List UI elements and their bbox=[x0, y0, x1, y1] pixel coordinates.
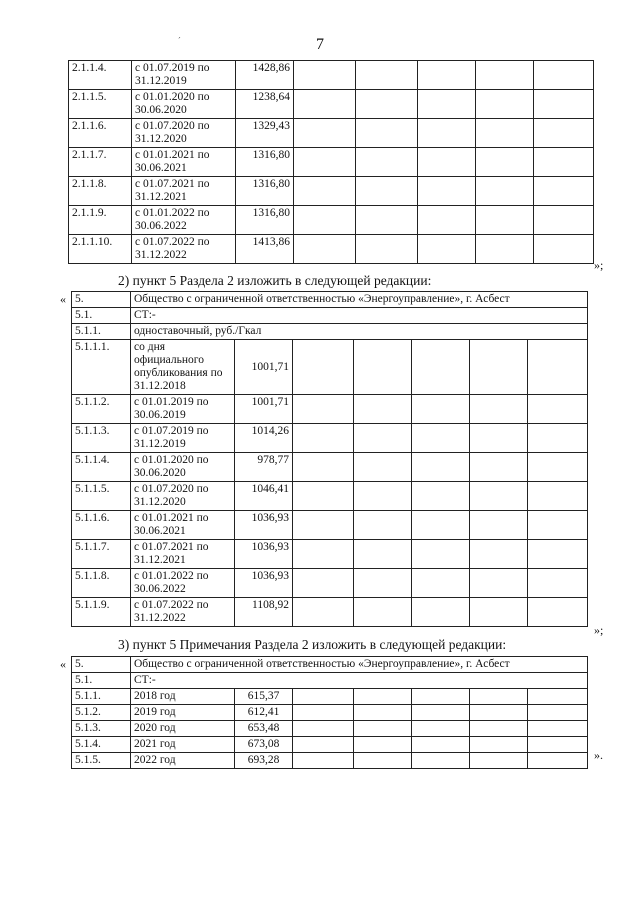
period: с 01.01.2019 по 30.06.2019 bbox=[131, 395, 235, 424]
period: с 01.07.2022 по 31.12.2022 bbox=[131, 598, 235, 627]
empty-cell bbox=[356, 61, 418, 90]
tariff-value: 1036,93 bbox=[235, 569, 293, 598]
empty-cell bbox=[470, 395, 528, 424]
tariff-value: 653,48 bbox=[235, 721, 293, 737]
empty-cell bbox=[470, 511, 528, 540]
organization-name: Общество с ограниченной ответственностью «Энергоуправление», г. Асбест bbox=[131, 292, 588, 308]
empty-cell bbox=[412, 340, 470, 395]
table-row bbox=[69, 119, 594, 148]
empty-cell bbox=[418, 61, 476, 90]
empty-cell bbox=[412, 689, 470, 705]
row-number: 5.1.1. bbox=[72, 324, 131, 340]
table-row bbox=[69, 148, 594, 177]
table2-org-row bbox=[72, 292, 588, 308]
table-row bbox=[72, 511, 588, 540]
closing-quote-1: »; bbox=[594, 258, 604, 272]
row-number: 5.1.1.4. bbox=[72, 453, 131, 482]
row-number: 5.1.3. bbox=[72, 721, 131, 737]
empty-cell bbox=[528, 721, 588, 737]
empty-cell bbox=[476, 148, 534, 177]
period: с 01.01.2020 по 30.06.2020 bbox=[132, 90, 236, 119]
table-row bbox=[72, 540, 588, 569]
closing-quote-3: ». bbox=[594, 748, 603, 762]
row-number: 2.1.1.10. bbox=[69, 235, 132, 264]
tariff-value: 1316,80 bbox=[236, 148, 294, 177]
empty-cell bbox=[528, 689, 588, 705]
period: с 01.01.2020 по 30.06.2020 bbox=[131, 453, 235, 482]
table-row bbox=[72, 705, 588, 721]
table-row bbox=[72, 453, 588, 482]
table-row bbox=[69, 235, 594, 264]
empty-cell bbox=[356, 206, 418, 235]
tariff-value: 1316,80 bbox=[236, 177, 294, 206]
row-number: 5.1.4. bbox=[72, 737, 131, 753]
tariff-value: 1316,80 bbox=[236, 206, 294, 235]
table-row bbox=[69, 177, 594, 206]
table-row bbox=[72, 737, 588, 753]
empty-cell bbox=[412, 482, 470, 511]
tariff-value: 1329,43 bbox=[236, 119, 294, 148]
tariff-value: 1001,71 bbox=[235, 340, 293, 395]
empty-cell bbox=[470, 540, 528, 569]
tariff-value: 1413,86 bbox=[236, 235, 294, 264]
empty-cell bbox=[528, 569, 588, 598]
table3-st-row bbox=[72, 673, 588, 689]
empty-cell bbox=[470, 689, 528, 705]
period: с 01.07.2020 по 31.12.2020 bbox=[131, 482, 235, 511]
empty-cell bbox=[418, 90, 476, 119]
tariff-value: 1036,93 bbox=[235, 540, 293, 569]
empty-cell bbox=[293, 705, 354, 721]
empty-cell bbox=[412, 424, 470, 453]
period: со дня официального опубликования по 31.12.2018 bbox=[131, 340, 235, 395]
table-row bbox=[72, 424, 588, 453]
empty-cell bbox=[470, 424, 528, 453]
tariff-value: 1108,92 bbox=[235, 598, 293, 627]
empty-cell bbox=[354, 569, 412, 598]
period: с 01.07.2021 по 31.12.2021 bbox=[132, 177, 236, 206]
table-row bbox=[72, 395, 588, 424]
period: с 01.01.2021 по 30.06.2021 bbox=[132, 148, 236, 177]
empty-cell bbox=[356, 148, 418, 177]
empty-cell bbox=[534, 119, 594, 148]
period: с 01.07.2022 по 31.12.2022 bbox=[132, 235, 236, 264]
empty-cell bbox=[470, 569, 528, 598]
empty-cell bbox=[356, 90, 418, 119]
empty-cell bbox=[294, 148, 356, 177]
tariff-table-2 bbox=[71, 291, 588, 627]
instruction-2: 2) пункт 5 Раздела 2 изложить в следующей редакции: bbox=[118, 273, 432, 288]
table-row bbox=[72, 721, 588, 737]
empty-cell bbox=[354, 395, 412, 424]
empty-cell bbox=[412, 569, 470, 598]
period: с 01.01.2022 по 30.06.2022 bbox=[132, 206, 236, 235]
row-number: 2.1.1.4. bbox=[69, 61, 132, 90]
rate-type: одноставочный, руб./Гкал bbox=[131, 324, 588, 340]
row-number: 5.1.1.5. bbox=[72, 482, 131, 511]
empty-cell bbox=[354, 705, 412, 721]
empty-cell bbox=[418, 235, 476, 264]
empty-cell bbox=[354, 598, 412, 627]
empty-cell bbox=[528, 540, 588, 569]
empty-cell bbox=[294, 119, 356, 148]
empty-cell bbox=[470, 753, 528, 769]
table-row bbox=[72, 753, 588, 769]
empty-cell bbox=[470, 705, 528, 721]
empty-cell bbox=[476, 206, 534, 235]
row-number: 5.1.1.8. bbox=[72, 569, 131, 598]
organization-name: Общество с ограниченной ответственностью «Энергоуправление», г. Асбест bbox=[131, 657, 588, 673]
tariff-table-3 bbox=[71, 656, 588, 769]
empty-cell bbox=[528, 598, 588, 627]
row-number: 2.1.1.5. bbox=[69, 90, 132, 119]
empty-cell bbox=[470, 482, 528, 511]
empty-cell bbox=[354, 721, 412, 737]
table-row bbox=[72, 569, 588, 598]
system-type: СТ:- bbox=[131, 673, 588, 689]
empty-cell bbox=[293, 482, 354, 511]
empty-cell bbox=[412, 540, 470, 569]
table-row bbox=[69, 61, 594, 90]
empty-cell bbox=[470, 453, 528, 482]
table-row bbox=[69, 206, 594, 235]
row-number: 5.1.1.1. bbox=[72, 340, 131, 395]
empty-cell bbox=[476, 61, 534, 90]
empty-cell bbox=[528, 424, 588, 453]
instruction-3: 3) пункт 5 Примечания Раздела 2 изложить в следующей редакции: bbox=[118, 637, 507, 652]
tariff-value: 615,37 bbox=[235, 689, 293, 705]
empty-cell bbox=[528, 395, 588, 424]
closing-quote-2: »; bbox=[594, 623, 604, 637]
empty-cell bbox=[293, 598, 354, 627]
table2-st-row bbox=[72, 308, 588, 324]
row-number: 2.1.1.6. bbox=[69, 119, 132, 148]
empty-cell bbox=[534, 61, 594, 90]
empty-cell bbox=[534, 235, 594, 264]
empty-cell bbox=[293, 737, 354, 753]
table2-rate-row bbox=[72, 324, 588, 340]
tariff-value: 1238,64 bbox=[236, 90, 294, 119]
row-number: 5.1. bbox=[72, 308, 131, 324]
period: с 01.07.2021 по 31.12.2021 bbox=[131, 540, 235, 569]
empty-cell bbox=[294, 61, 356, 90]
empty-cell bbox=[528, 340, 588, 395]
empty-cell bbox=[354, 689, 412, 705]
empty-cell bbox=[528, 705, 588, 721]
empty-cell bbox=[354, 482, 412, 511]
empty-cell bbox=[354, 540, 412, 569]
row-number: 5. bbox=[72, 292, 131, 308]
page-number: 7 bbox=[316, 36, 324, 53]
empty-cell bbox=[354, 453, 412, 482]
empty-cell bbox=[470, 721, 528, 737]
empty-cell bbox=[293, 424, 354, 453]
table-row bbox=[69, 90, 594, 119]
table-row bbox=[72, 689, 588, 705]
system-type: СТ:- bbox=[131, 308, 588, 324]
opening-quote-2: « bbox=[60, 292, 66, 306]
row-number: 5.1. bbox=[72, 673, 131, 689]
row-number: 2.1.1.9. bbox=[69, 206, 132, 235]
row-number: 5.1.1.9. bbox=[72, 598, 131, 627]
empty-cell bbox=[418, 206, 476, 235]
period: 2018 год bbox=[131, 689, 235, 705]
empty-cell bbox=[534, 90, 594, 119]
empty-cell bbox=[354, 511, 412, 540]
empty-cell bbox=[354, 340, 412, 395]
empty-cell bbox=[418, 177, 476, 206]
empty-cell bbox=[412, 705, 470, 721]
opening-quote-3: « bbox=[60, 657, 66, 671]
table3-org-row bbox=[72, 657, 588, 673]
empty-cell bbox=[418, 148, 476, 177]
tariff-value: 693,28 bbox=[235, 753, 293, 769]
row-number: 5.1.5. bbox=[72, 753, 131, 769]
empty-cell bbox=[294, 90, 356, 119]
empty-cell bbox=[294, 235, 356, 264]
empty-cell bbox=[356, 119, 418, 148]
period: с 01.07.2019 по 31.12.2019 bbox=[131, 424, 235, 453]
empty-cell bbox=[534, 206, 594, 235]
row-number: 5.1.1. bbox=[72, 689, 131, 705]
empty-cell bbox=[412, 737, 470, 753]
period: 2019 год bbox=[131, 705, 235, 721]
empty-cell bbox=[470, 737, 528, 753]
row-number: 2.1.1.7. bbox=[69, 148, 132, 177]
tariff-value: 1428,86 bbox=[236, 61, 294, 90]
empty-cell bbox=[354, 424, 412, 453]
empty-cell bbox=[470, 598, 528, 627]
tariff-value: 1001,71 bbox=[235, 395, 293, 424]
table-row bbox=[72, 340, 588, 395]
empty-cell bbox=[294, 206, 356, 235]
empty-cell bbox=[293, 753, 354, 769]
empty-cell bbox=[293, 540, 354, 569]
period: с 01.07.2020 по 31.12.2020 bbox=[132, 119, 236, 148]
empty-cell bbox=[356, 235, 418, 264]
empty-cell bbox=[528, 453, 588, 482]
empty-cell bbox=[412, 395, 470, 424]
empty-cell bbox=[528, 511, 588, 540]
period: с 01.07.2019 по 31.12.2019 bbox=[132, 61, 236, 90]
empty-cell bbox=[412, 753, 470, 769]
empty-cell bbox=[412, 598, 470, 627]
period: 2021 год bbox=[131, 737, 235, 753]
row-number: 2.1.1.8. bbox=[69, 177, 132, 206]
tariff-value: 1036,93 bbox=[235, 511, 293, 540]
empty-cell bbox=[528, 753, 588, 769]
period: 2020 год bbox=[131, 721, 235, 737]
tariff-value: 612,41 bbox=[235, 705, 293, 721]
empty-cell bbox=[293, 721, 354, 737]
empty-cell bbox=[412, 721, 470, 737]
empty-cell bbox=[412, 453, 470, 482]
empty-cell bbox=[528, 482, 588, 511]
empty-cell bbox=[528, 737, 588, 753]
empty-cell bbox=[534, 148, 594, 177]
scan-mark: ´ bbox=[178, 36, 181, 45]
tariff-value: 673,08 bbox=[235, 737, 293, 753]
empty-cell bbox=[476, 235, 534, 264]
empty-cell bbox=[470, 340, 528, 395]
tariff-value: 978,77 bbox=[235, 453, 293, 482]
empty-cell bbox=[476, 119, 534, 148]
empty-cell bbox=[534, 177, 594, 206]
row-number: 5. bbox=[72, 657, 131, 673]
period: с 01.01.2021 по 30.06.2021 bbox=[131, 511, 235, 540]
tariff-value: 1014,26 bbox=[235, 424, 293, 453]
tariff-table-1 bbox=[68, 60, 594, 264]
empty-cell bbox=[476, 90, 534, 119]
table-row bbox=[72, 482, 588, 511]
empty-cell bbox=[412, 511, 470, 540]
empty-cell bbox=[293, 511, 354, 540]
empty-cell bbox=[293, 395, 354, 424]
empty-cell bbox=[354, 737, 412, 753]
row-number: 5.1.1.3. bbox=[72, 424, 131, 453]
empty-cell bbox=[356, 177, 418, 206]
empty-cell bbox=[418, 119, 476, 148]
row-number: 5.1.1.2. bbox=[72, 395, 131, 424]
table-row bbox=[72, 598, 588, 627]
empty-cell bbox=[293, 453, 354, 482]
empty-cell bbox=[293, 569, 354, 598]
empty-cell bbox=[293, 340, 354, 395]
period: с 01.01.2022 по 30.06.2022 bbox=[131, 569, 235, 598]
period: 2022 год bbox=[131, 753, 235, 769]
empty-cell bbox=[476, 177, 534, 206]
row-number: 5.1.1.7. bbox=[72, 540, 131, 569]
row-number: 5.1.1.6. bbox=[72, 511, 131, 540]
empty-cell bbox=[294, 177, 356, 206]
row-number: 5.1.2. bbox=[72, 705, 131, 721]
empty-cell bbox=[293, 689, 354, 705]
tariff-value: 1046,41 bbox=[235, 482, 293, 511]
empty-cell bbox=[354, 753, 412, 769]
